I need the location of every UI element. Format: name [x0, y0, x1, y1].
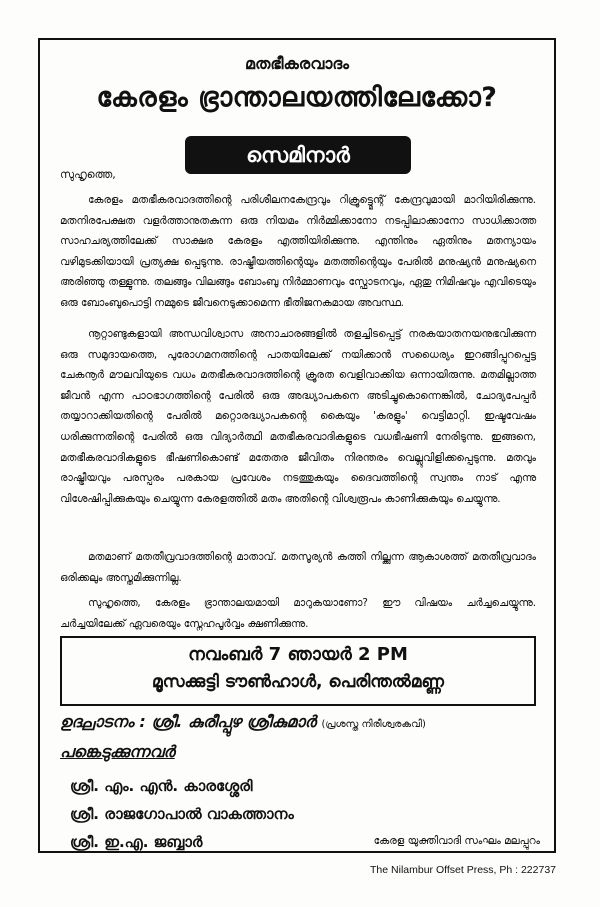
press-credit: The Nilambur Offset Press, Ph : 222737 — [370, 864, 556, 876]
inauguration-label: ഉദ്ഘാടനം : — [60, 712, 146, 731]
paragraph-4: സുഹൃത്തെ, കേരളം ഭ്രാന്താലയമായി മാറുകയാണോ? ഈ വിഷയം ചർച്ചചെയ്യുന്നു. ചർച്ചയിലേക്ക് ഏവരെയും സ്നേഹപൂർവ്വം ക്ഷണിക്കുന്നു. — [60, 597, 536, 630]
speaker-3: ശ്രീ. ഇ.എ. ജബ്ബാർ — [70, 833, 203, 851]
poster-kicker: മതഭീകരവാദം — [245, 54, 349, 73]
salutation: സുഹൃത്തെ, — [60, 168, 116, 181]
speaker-2: ശ്രീ. രാജഗോപാൽ വാകത്താനം — [70, 805, 294, 823]
poster-headline: കേരളം ഭ്രാന്താലയത്തിലേക്കോ? — [96, 82, 498, 113]
paragraph-3: മതമാണ് മതതീവ്രവാദത്തിന്റെ മാതാവ്. മതസൂര്യൻ കത്തി നില്ക്കുന്ന ആകാശത്ത് മതതീവ്രവാദം ഒരിക്കലും അസ്തമിക്കുന്നില്ല. — [60, 551, 536, 584]
speaker-1: ശ്രീ. എം. എൻ. കാരശ്ശേരി — [70, 777, 253, 795]
paragraph-1: കേരളം മതഭീകരവാദത്തിന്റെ പരിശീലനകേന്ദ്രവും റിക്രൂട്ട്മെന്റ് കേന്ദ്രവുമായി മാറിയിരിക്കുന്നു. മതനിരപേക്ഷത വളർത്താനുതകുന്ന ഒരു നിയമം നിർമ്മിക്കാനോ നടപ്പിലാക്കാനോ സാധിക്കാത്ത സാഹചര്യത്തിലേക്ക് സാക്ഷര കേരളം എത്തിയിരിക്കുന്നു. എന്തിനും ഏതിനും മതന്യായം വഴിമുടക്കിയായി പ്രത്യക്ഷ പ്പെടുന്നു. രാഷ്ട്രീയത്തിന്റെയും മതത്തിന്റെയും പേരിൽ മനുഷ്യൻ മനുഷ്യനെ അരിഞ്ഞു തള്ളുന്നു. തലങ്ങും വിലങ്ങും ബോംബു നിർമ്മാണവും സ്ഫോടനവും, ഏതു നിമിഷവും എവിടെയും ഒരു ബോംബുപൊട്ടി നമ്മുടെ ജീവനെടുക്കാമെന്ന ഭീതിജനകമായ അവസ്ഥ. — [60, 194, 536, 309]
event-datetime: നവംബർ 7 ഞായർ 2 PM — [188, 644, 408, 665]
event-details-box — [60, 636, 536, 706]
inaugurator-name: ശ്രീ. കുരീപ്പുഴ ശ്രീകുമാർ — [151, 712, 316, 731]
participants-heading: പങ്കെടുക്കുന്നവർ — [60, 742, 175, 761]
inauguration-line — [60, 712, 426, 732]
poster-frame — [38, 38, 556, 853]
organizer: കേരള യുക്തിവാദി സംഘം മലപ്പുറം — [373, 835, 540, 847]
inaugurator-note: (പ്രശസ്ത നിരീശ്വരകവി) — [321, 719, 426, 730]
paragraph-2: നൂറ്റാണ്ടുകളായി അന്ധവിശ്വാസ അനാചാരങ്ങളിൽ തളച്ചിടപ്പെട്ട് നരകയാതനയനുഭവിക്കുന്ന ഒരു സമുദായത്തെ, പുരോഗമനത്തിന്റെ പാതയിലേക്ക് നയിക്കാൻ സധൈര്യം ഇറങ്ങിപ്പുറപ്പെട്ട ചേകനൂർ മൗലവിയുടെ വധം മതഭീകരവാദത്തിന്റെ ക്രൂരത വെളിവാക്കിയ ഒന്നായിരുന്നു. മതമില്ലാത്ത ജീവൻ എന്ന പാഠഭാഗത്തിന്റെ പേരിൽ ഒരു അദ്ധ്യാപകനെ അടിച്ചുകൊന്നെങ്കിൽ, ചോദ്യപേപ്പർ തയ്യാറാക്കിയതിന്റെ പേരിൽ മറ്റൊരദ്ധ്യാപകന്റെ കൈയും 'കരളും' വെട്ടിമാറ്റി. ഇഷ്ടവേഷം ധരിക്കുന്നതിന്റെ പേരിൽ ഒരു വിദ്യാർത്ഥി മതഭീകരവാദികളുടെ വധഭീഷണി നേരിടുന്നു. ഇങ്ങനെ, മതഭീകരവാദികളുടെ ഭീഷണികൊണ്ട് മതേതര ജീവിതം നിരന്തരം വെല്ലുവിളിക്കപ്പെടുന്നു. മതവും രാഷ്ട്രീയവും പരസ്പരം പരകായ പ്രവേശം നടത്തുകയും ദൈവത്തിന്റെ സ്വന്തം നാട് എന്നു വിശേഷിപ്പിക്കുകയും ചെയ്യുന്ന കേരളത്തിൽ മതം അതിന്റെ വിശ്വരൂപം കാണിക്കുകയും ചെയ്യുന്നു. — [60, 328, 536, 505]
event-venue: മൂസക്കുട്ടി ടൗൺഹാൾ, പെരിന്തൽമണ്ണ — [152, 672, 444, 692]
seminar-badge: സെമിനാർ — [185, 136, 411, 174]
